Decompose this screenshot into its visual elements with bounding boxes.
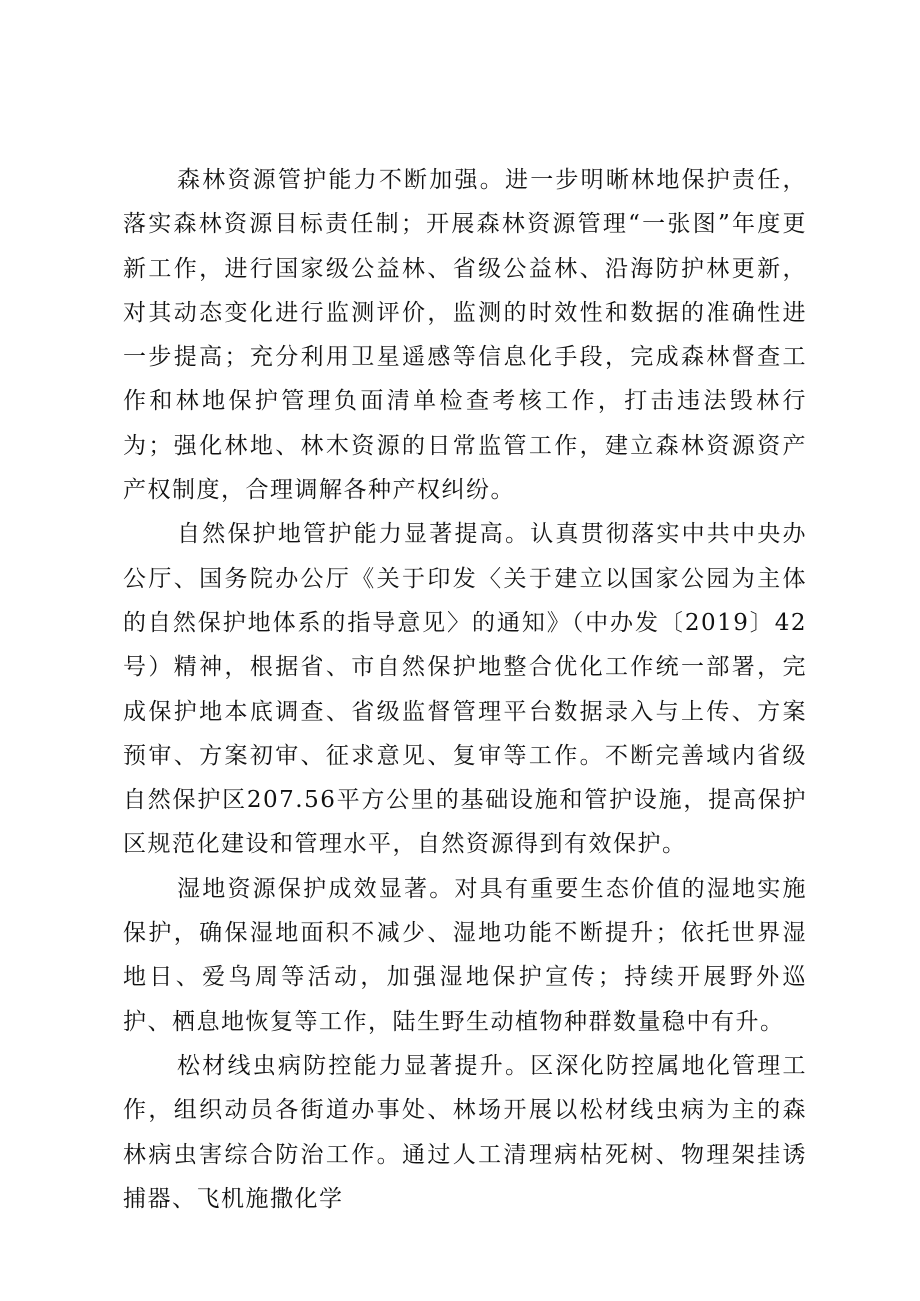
- document-body: [123, 158, 807, 1221]
- paragraph-nature-reserves: 自然保护地管护能力显著提高。认真贯彻落实中共中央办公厅、国务院办公厅《关于印发〈关于建立以国家公园为主体的自然保护地体系的指导意见〉的通知》（中办发〔2019〕42号）精神，根据省、市自然保护地整合优化工作统一部署，完成保护地本底调查、省级监督管理平台数据录入与上传、方案预审、方案初审、征求意见、复审等工作。不断完善域内省级自然保护区207.56平方公里的基础设施和管护设施，提高保护区规范化建设和管理水平，自然资源得到有效保护。: [123, 521, 807, 858]
- paragraph-forest-resources: 森林资源管护能力不断加强。进一步明晰林地保护责任，落实森林资源目标责任制；开展森林资源管理“一张图”年度更新工作，进行国家级公益林、省级公益林、沿海防护林更新，对其动态变化进行监测评价，监测的时效性和数据的准确性进一步提高；充分利用卫星遥感等信息化手段，完成森林督查工作和林地保护管理负面清单检查考核工作，打击违法毁林行为；强化林地、林木资源的日常监管工作，建立森林资源资产产权制度，合理调解各种产权纠纷。: [123, 167, 807, 504]
- paragraph-pine-wilt-control: 松材线虫病防控能力显著提升。区深化防控属地化管理工作，组织动员各街道办事处、林场开展以松材线虫病为主的森林病虫害综合防治工作。通过人工清理病枯死树、物理架挂诱捕器、飞机施撒化学: [123, 1052, 807, 1212]
- paragraph-wetland-protection: 湿地资源保护成效显著。对具有重要生态价值的湿地实施保护，确保湿地面积不减少、湿地功能不断提升；依托世界湿地日、爱鸟周等活动，加强湿地保护宣传；持续开展野外巡护、栖息地恢复等工作，陆生野生动植物种群数量稳中有升。: [123, 875, 807, 1035]
